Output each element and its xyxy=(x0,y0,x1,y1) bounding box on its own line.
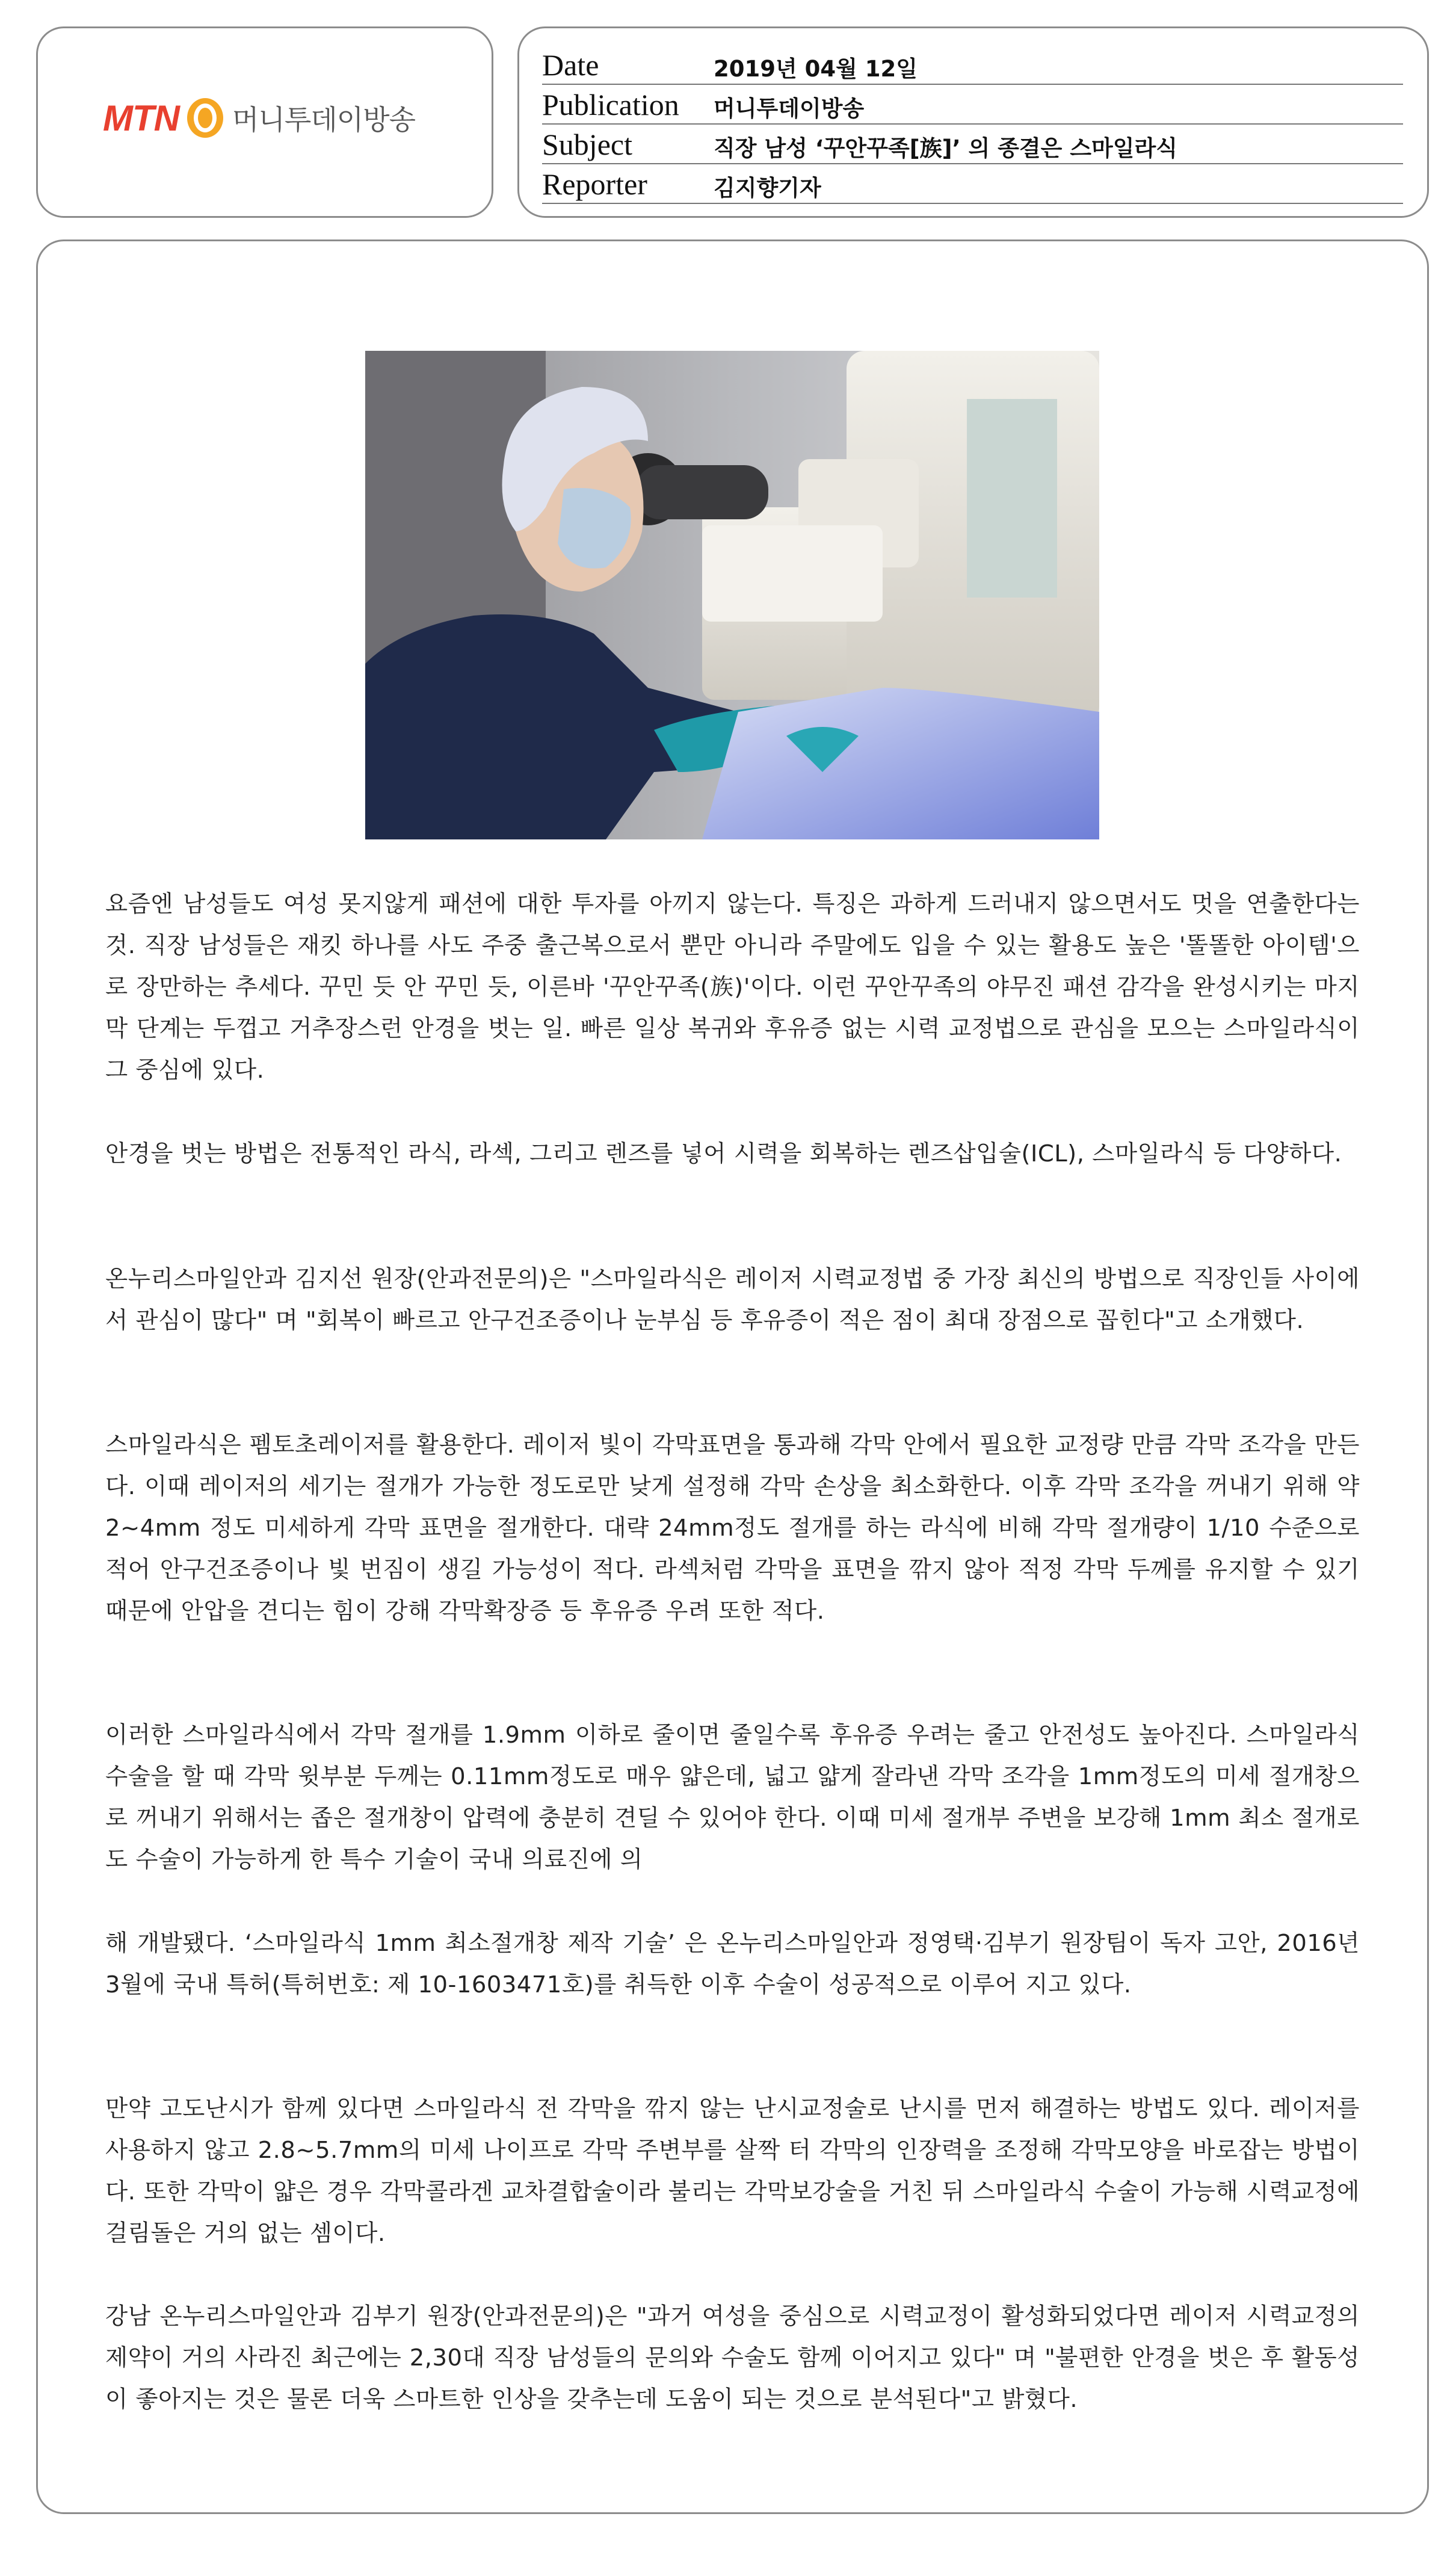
logo-panel xyxy=(36,26,493,218)
paragraph: 스마일라식은 펨토초레이저를 활용한다. 레이저 빛이 각막표면을 통과해 각막 안에서 필요한 교정량 만큼 각막 조각을 만든다. 이때 레이저의 세기는 절개가 가능한 정도로만 낮게 설정해 각막 손상을 최소화한다. 이후 각막 조각을 꺼내기 위해 약 2~4mm 정도 미세하게 각막 표면을 절개한다. 대략 24mm정도 절개를 하는 라식에 비해 각막 절개량이 1/10 수준으로 적어 안구건조증이나 빛 번짐이 생길 가능성이 적다. 라섹처럼 각막을 표면을 깎지 않아 적정 각막 두께를 유지할 수 있기 때문에 안압을 견디는 힘이 강해 각막확장증 등 후유증 우려 또한 적다. xyxy=(105,1432,1360,1625)
paragraph: 강남 온누리스마일안과 김부기 원장(안과전문의)은 "과거 여성을 중심으로 시력교정이 활성화되었다면 레이저 시력교정의 제약이 거의 사라진 최근에는 2,30대 직장 남성들의 문의와 수술도 함께 이어지고 있다" 며 "불편한 안경을 벗은 후 활동성이 좋아지는 것은 물론 더욱 스마트한 인상을 갖추는데 도움이 되는 것으로 분석된다"고 밝혔다. xyxy=(105,2303,1360,2413)
meta-value: 머니투데이방송 xyxy=(714,96,865,122)
meta-label: Date xyxy=(542,48,599,82)
meta-label: Subject xyxy=(542,128,632,161)
paragraph: 만약 고도난시가 함께 있다면 스마일라식 전 각막을 깎지 않는 난시교정술로 난시를 먼저 해결하는 방법도 있다. 레이저를 사용하지 않고 2.8~5.7mm의 미세 나이프로 각막 주변부를 살짝 터 각막의 인장력을 조정해 각막모양을 바로잡는 방법이다. 또한 각막이 얇은 경우 각막콜라겐 교차결합술이라 불리는 각막보강술을 거친 뒤 스마일라식 수술이 가능해 시력교정에 걸림돌은 거의 없는 셈이다. xyxy=(105,2095,1360,2247)
meta-value: 직장 남성 ‘꾸안꾸족[族]’ 의 종결은 스마일라식 xyxy=(714,135,1177,161)
article-panel xyxy=(36,239,1429,2514)
logo-brand: MTN xyxy=(103,97,179,138)
logo-mark-icon xyxy=(184,96,226,140)
metadata-panel xyxy=(517,26,1429,218)
meta-label: Reporter xyxy=(542,167,647,201)
meta-row-subject xyxy=(542,125,1403,164)
meta-value: 김지향기자 xyxy=(714,175,821,201)
meta-row-publication xyxy=(542,85,1403,125)
paragraph: 안경을 벗는 방법은 전통적인 라식, 라섹, 그리고 렌즈를 넣어 시력을 회복하는 렌즈삽입술(ICL), 스마일라식 등 다양하다. xyxy=(105,1140,1342,1167)
article-photo xyxy=(365,351,1099,839)
meta-row-reporter xyxy=(542,164,1403,204)
meta-label: Publication xyxy=(542,88,679,122)
meta-value: 2019년 04월 12일 xyxy=(714,56,918,82)
paragraph: 이러한 스마일라식에서 각막 절개를 1.9mm 이하로 줄이면 줄일수록 후유증 우려는 줄고 안전성도 높아진다. 스마일라식 수술을 할 때 각막 윗부분 두께는 0.11mm정도로 매우 얇은데, 넓고 얇게 잘라낸 각막 조각을 1mm정도의 미세 절개창으로 꺼내기 위해서는 좁은 절개창이 압력에 충분히 견딜 수 있어야 한다. 이때 미세 절개부 주변을 보강해 1mm 최소 절개로도 수술이 가능하게 한 특수 기술이 국내 의료진에 의 xyxy=(105,1722,1360,1873)
paragraph: 온누리스마일안과 김지선 원장(안과전문의)은 "스마일라식은 레이저 시력교정법 중 가장 최신의 방법으로 직장인들 사이에서 관심이 많다" 며 "회복이 빠르고 안구건조증이나 눈부심 등 후유증이 적은 점이 최대 장점으로 꼽힌다"고 소개했다. xyxy=(105,1265,1360,1334)
mtn-logo xyxy=(103,96,415,140)
meta-row-date xyxy=(542,45,1403,85)
logo-name: 머니투데이방송 xyxy=(232,103,416,136)
paragraph: 요즘엔 남성들도 여성 못지않게 패션에 대한 투자를 아끼지 않는다. 특징은 과하게 드러내지 않으면서도 멋을 연출한다는 것. 직장 남성들은 재킷 하나를 사도 주중 출근복으로서 뿐만 아니라 주말에도 입을 수 있는 활용도 높은 '똘똘한 아이템'으로 장만하는 추세다. 꾸민 듯 안 꾸민 듯, 이른바 '꾸안꾸족(族)'이다. 이런 꾸안꾸족의 야무진 패션 감각을 완성시키는 마지막 단계는 두껍고 거추장스런 안경을 벗는 일. 빠른 일상 복귀와 후유증 없는 시력 교정법으로 관심을 모으는 스마일라식이 그 중심에 있다. xyxy=(105,891,1360,1084)
paragraph: 해 개발됐다. ‘스마일라식 1mm 최소절개창 제작 기술’ 은 온누리스마일안과 정영택·김부기 원장팀이 독자 고안, 2016년 3월에 국내 특허(특허번호: 제 10-1603471호)를 취득한 이후 수술이 성공적으로 이루어 지고 있다. xyxy=(105,1930,1360,1998)
